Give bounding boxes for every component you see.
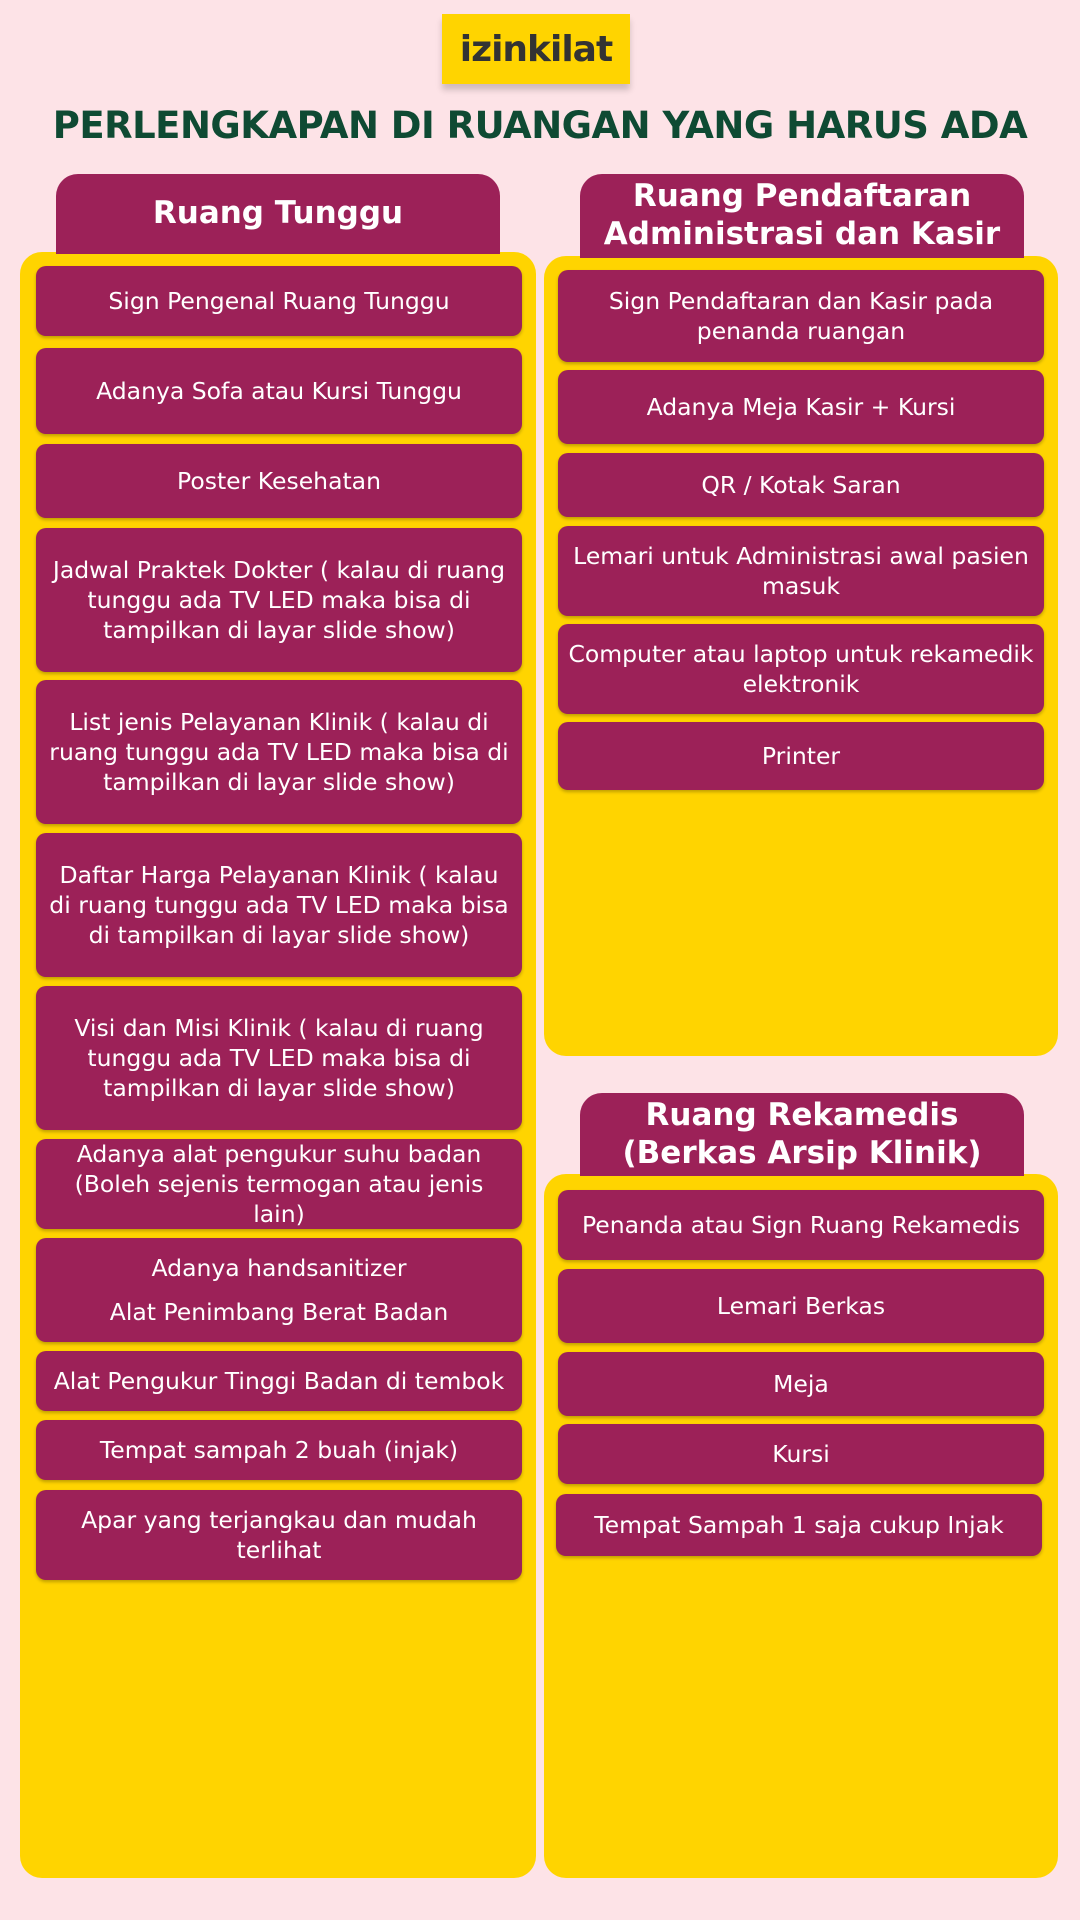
list-item-line: Alat Penimbang Berat Badan bbox=[109, 1298, 449, 1326]
list-item: Kursi bbox=[558, 1424, 1044, 1484]
list-item: Adanya Meja Kasir + Kursi bbox=[558, 370, 1044, 444]
list-item: Meja bbox=[558, 1352, 1044, 1416]
list-item: Adanya alat pengukur suhu badan (Boleh sejenis termogan atau jenis lain) bbox=[36, 1139, 522, 1229]
list-item: Apar yang terjangkau dan mudah terlihat bbox=[36, 1490, 522, 1580]
list-item: Sign Pengenal Ruang Tunggu bbox=[36, 266, 522, 336]
list-item: Tempat sampah 2 buah (injak) bbox=[36, 1420, 522, 1480]
list-item: Alat Pengukur Tinggi Badan di tembok bbox=[36, 1351, 522, 1411]
list-item: QR / Kotak Saran bbox=[558, 453, 1044, 517]
list-item: Lemari Berkas bbox=[558, 1269, 1044, 1343]
ruang-rekamedis-heading: Ruang Rekamedis (Berkas Arsip Klinik) bbox=[580, 1093, 1024, 1176]
list-item: Penanda atau Sign Ruang Rekamedis bbox=[558, 1190, 1044, 1260]
ruang-tunggu-heading: Ruang Tunggu bbox=[56, 174, 500, 254]
list-item: Printer bbox=[558, 722, 1044, 790]
list-item: Visi dan Misi Klinik ( kalau di ruang tunggu ada TV LED maka bisa di tampilkan di layar slide show) bbox=[36, 986, 522, 1130]
page-title: PERLENGKAPAN DI RUANGAN YANG HARUS ADA bbox=[52, 104, 1028, 147]
logo-text: izinkilat bbox=[459, 28, 613, 70]
list-item bbox=[36, 1238, 522, 1342]
ruang-pendaftaran-heading: Ruang Pendaftaran Administrasi dan Kasir bbox=[580, 174, 1024, 258]
list-item: Daftar Harga Pelayanan Klinik ( kalau di ruang tunggu ada TV LED maka bisa di tampilkan di layar slide show) bbox=[36, 833, 522, 977]
list-item: Sign Pendaftaran dan Kasir pada penanda ruangan bbox=[558, 270, 1044, 362]
list-item: Computer atau laptop untuk rekamedik elektronik bbox=[558, 624, 1044, 714]
list-item: Jadwal Praktek Dokter ( kalau di ruang tunggu ada TV LED maka bisa di tampilkan di layar slide show) bbox=[36, 528, 522, 672]
list-item: Adanya Sofa atau Kursi Tunggu bbox=[36, 348, 522, 434]
izinkilat-logo bbox=[442, 14, 630, 84]
list-item: Tempat Sampah 1 saja cukup Injak bbox=[556, 1494, 1042, 1556]
list-item: Poster Kesehatan bbox=[36, 444, 522, 518]
list-item-line: Adanya handsanitizer bbox=[151, 1254, 407, 1282]
list-item: Lemari untuk Administrasi awal pasien masuk bbox=[558, 526, 1044, 616]
list-item: List jenis Pelayanan Klinik ( kalau di ruang tunggu ada TV LED maka bisa di tampilkan di layar slide show) bbox=[36, 680, 522, 824]
